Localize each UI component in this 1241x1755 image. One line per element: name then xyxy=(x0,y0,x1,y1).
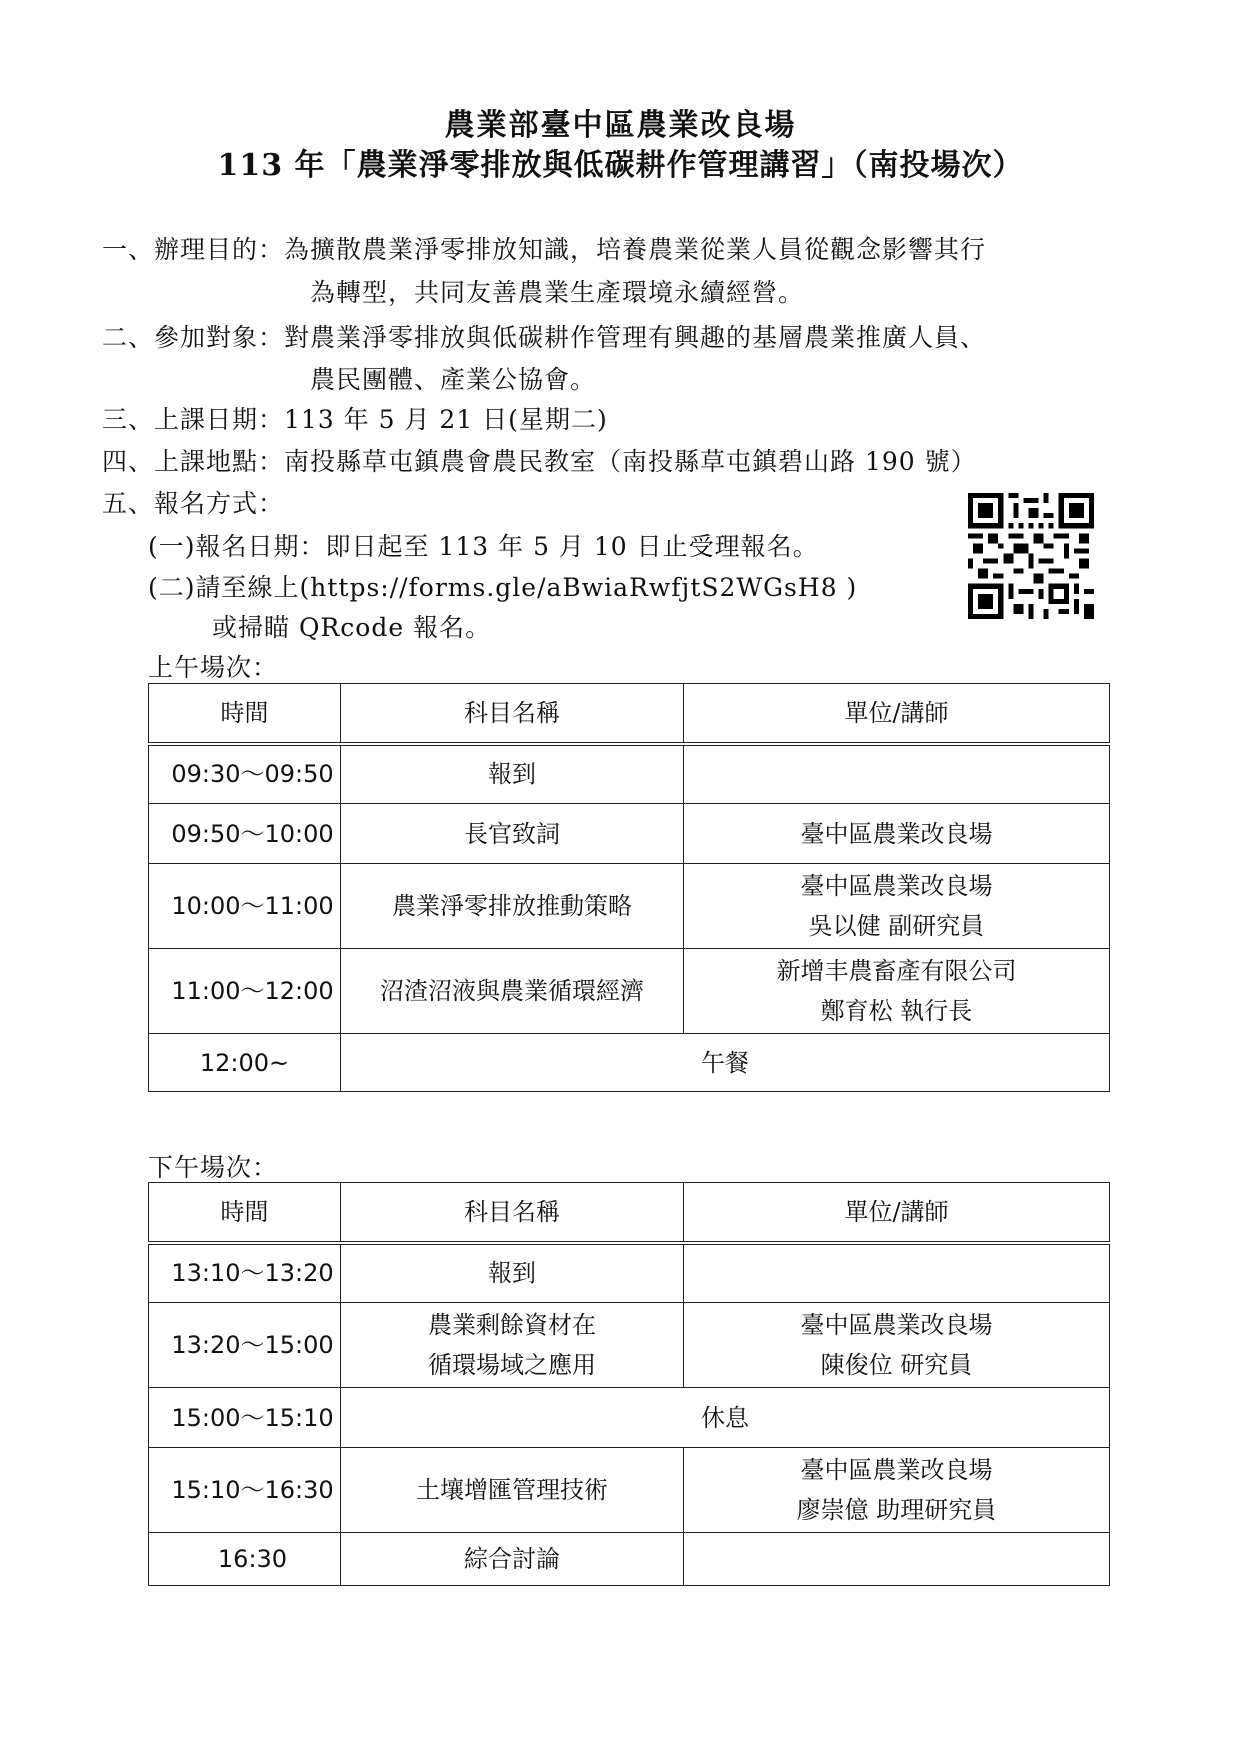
row-unit xyxy=(684,864,1110,949)
row-subject-line-1: 農業剩餘資材在 xyxy=(428,1311,596,1339)
afternoon-schedule-table xyxy=(148,1182,1110,1586)
table-row xyxy=(149,1034,1110,1092)
signup-item-1: (一)報名日期：即日起至 113 年 5 月 10 日止受理報名。 xyxy=(148,532,819,561)
row-time: 10:00～11:00 xyxy=(149,864,341,949)
table-header-row xyxy=(149,684,1110,744)
row-time: 09:30～09:50 xyxy=(149,744,341,804)
row-time: 15:00～15:10 xyxy=(149,1388,341,1448)
document-org-title: 農業部臺中區農業改良場 xyxy=(444,108,797,143)
row-unit xyxy=(684,1448,1110,1533)
signup-item-2-note: 或掃瞄 QRcode 報名。 xyxy=(212,613,492,642)
afternoon-session-label: 下午場次： xyxy=(148,1153,279,1182)
signup-item-2-url[interactable]: (二)請至線上(https://forms.gle/aBwiaRwfjtS2WGsH8 ) xyxy=(148,573,858,602)
row-subject: 沼渣沼液與農業循環經濟 xyxy=(341,949,684,1034)
table-row xyxy=(149,804,1110,864)
date-value: 113 年 5 月 21 日(星期二) xyxy=(284,405,608,434)
table-row xyxy=(149,744,1110,804)
row-unit-name: 臺中區農業改良場 xyxy=(800,1456,993,1484)
audience-text-1: 對農業淨零排放與低碳耕作管理有興趣的基層農業推廣人員、 xyxy=(284,323,987,352)
row-time: 13:10～13:20 xyxy=(149,1243,341,1303)
row-unit xyxy=(684,949,1110,1034)
morning-session-label: 上午場次： xyxy=(148,653,279,682)
place-row xyxy=(102,442,977,478)
row-subject: 長官致詞 xyxy=(341,804,684,864)
date-row xyxy=(102,400,608,436)
purpose-row xyxy=(102,230,986,266)
date-label: 三、上課日期： xyxy=(102,405,285,434)
table-row xyxy=(149,1388,1110,1448)
row-time: 09:50～10:00 xyxy=(149,804,341,864)
row-time: 13:20～15:00 xyxy=(149,1303,341,1388)
row-time: 16:30 xyxy=(149,1533,341,1586)
row-unit xyxy=(684,1243,1110,1303)
row-unit: 臺中區農業改良場 xyxy=(684,804,1110,864)
row-subject: 農業淨零排放推動策略 xyxy=(341,864,684,949)
row-speaker: 吳以健 副研究員 xyxy=(808,912,985,940)
row-time: 15:10～16:30 xyxy=(149,1448,341,1533)
header-subject: 科目名稱 xyxy=(341,684,684,744)
table-row xyxy=(149,1243,1110,1303)
document-course-title: 113 年「農業淨零排放與低碳耕作管理講習」（南投場次） xyxy=(217,148,1024,183)
table-row xyxy=(149,1303,1110,1388)
row-unit xyxy=(684,1303,1110,1388)
purpose-text-1: 為擴散農業淨零排放知識，培養農業從業人員從觀念影響其行 xyxy=(284,235,987,264)
row-subject xyxy=(341,1303,684,1388)
signup-label: 五、報名方式： xyxy=(102,489,285,518)
row-subject: 午餐 xyxy=(341,1034,1110,1092)
place-value: 南投縣草屯鎮農會農民教室（南投縣草屯鎮碧山路 190 號） xyxy=(284,447,977,476)
row-subject-line-2: 循環場域之應用 xyxy=(428,1351,596,1379)
purpose-text-2: 為轉型，共同友善農業生產環境永續經營。 xyxy=(310,278,805,307)
row-unit xyxy=(684,1533,1110,1586)
row-unit-name: 臺中區農業改良場 xyxy=(800,1311,993,1339)
header-unit: 單位/講師 xyxy=(684,1183,1110,1243)
row-subject: 綜合討論 xyxy=(341,1533,684,1586)
row-subject: 休息 xyxy=(341,1388,1110,1448)
row-speaker: 陳俊位 研究員 xyxy=(820,1351,973,1379)
table-row xyxy=(149,1448,1110,1533)
row-unit-name: 臺中區農業改良場 xyxy=(800,872,993,900)
row-subject: 報到 xyxy=(341,1243,684,1303)
table-row xyxy=(149,1533,1110,1586)
row-speaker: 鄭育松 執行長 xyxy=(820,997,973,1025)
row-time: 11:00～12:00 xyxy=(149,949,341,1034)
row-unit xyxy=(684,744,1110,804)
audience-label: 二、參加對象： xyxy=(102,323,285,352)
table-row xyxy=(149,949,1110,1034)
header-unit: 單位/講師 xyxy=(684,684,1110,744)
header-time: 時間 xyxy=(149,684,341,744)
header-subject: 科目名稱 xyxy=(341,1183,684,1243)
audience-text-2: 農民團體、產業公協會。 xyxy=(310,365,597,394)
morning-schedule-table xyxy=(148,683,1110,1092)
place-label: 四、上課地點： xyxy=(102,447,285,476)
purpose-label: 一、辦理目的： xyxy=(102,235,285,264)
table-header-row xyxy=(149,1183,1110,1243)
row-subject: 土壤增匯管理技術 xyxy=(341,1448,684,1533)
row-time: 12:00~ xyxy=(149,1034,341,1092)
header-time: 時間 xyxy=(149,1183,341,1243)
qr-code-icon[interactable] xyxy=(968,493,1094,619)
row-subject: 報到 xyxy=(341,744,684,804)
audience-row xyxy=(102,318,986,354)
row-speaker: 廖崇億 助理研究員 xyxy=(796,1496,997,1524)
row-unit-name: 新增丰農畜產有限公司 xyxy=(776,957,1017,985)
table-row xyxy=(149,864,1110,949)
